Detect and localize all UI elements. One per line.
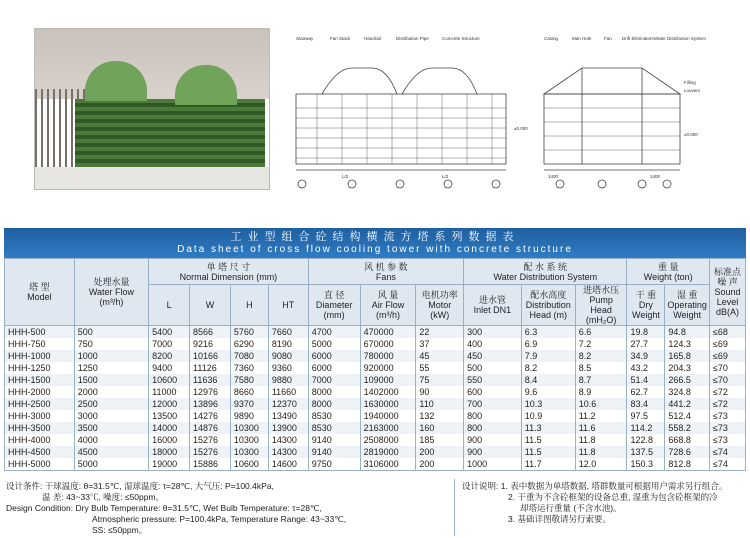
- table-cell: 300: [464, 326, 522, 339]
- table-cell: 9890: [230, 410, 268, 422]
- col-dim-h: H: [230, 285, 268, 326]
- table-cell: 400: [464, 338, 522, 350]
- table-cell: 11.6: [575, 422, 627, 434]
- table-cell: 450: [464, 350, 522, 362]
- table-cell: 8190: [268, 338, 308, 350]
- col-flow-header: 处理水量 Water Flow (m³/h): [74, 259, 148, 326]
- table-cell: 6.3: [521, 326, 575, 339]
- table-cell: 10166: [190, 350, 231, 362]
- table-cell: 8.2: [575, 350, 627, 362]
- table-cell: 6000: [308, 362, 360, 374]
- table-cell: 11126: [190, 362, 231, 374]
- col-weight-operating: 湿 重 Operating Weight: [665, 285, 710, 326]
- col-weight-dry: 干 重 Dry Weight: [627, 285, 665, 326]
- table-cell: 94.8: [665, 326, 710, 339]
- table-cell: 8530: [308, 410, 360, 422]
- table-cell: 8.5: [575, 362, 627, 374]
- table-row: [5, 446, 746, 458]
- table-cell: 109000: [360, 374, 416, 386]
- table-cell: ≤69: [709, 350, 745, 362]
- mark-zero-a: ±0.000: [514, 126, 528, 131]
- table-cell: HHH-3000: [5, 410, 75, 422]
- table-cell: ≤73: [709, 422, 745, 434]
- table-cell: 9880: [268, 374, 308, 386]
- table-cell: 132: [416, 410, 464, 422]
- label-handrail: Handrail: [364, 36, 381, 41]
- en-condition-line3: SS: ≤50ppm。: [92, 525, 148, 535]
- table-cell: 55: [416, 362, 464, 374]
- table-cell: 4500: [74, 446, 148, 458]
- table-cell: HHH-1500: [5, 374, 75, 386]
- table-cell: 16000: [149, 434, 190, 446]
- table-cell: 114.2: [627, 422, 665, 434]
- col-dim-l: L: [149, 285, 190, 326]
- table-cell: HHH-2500: [5, 398, 75, 410]
- table-cell: 204.3: [665, 362, 710, 374]
- col-weight-header: 重 量 Weight (ton): [627, 259, 709, 285]
- table-cell: ≤74: [709, 458, 745, 471]
- table-cell: HHH-3500: [5, 422, 75, 434]
- table-cell: 5760: [230, 326, 268, 339]
- table-cell: 7000: [149, 338, 190, 350]
- table-cell: 124.3: [665, 338, 710, 350]
- table-cell: 10.3: [521, 398, 575, 410]
- table-row: [5, 338, 746, 350]
- table-cell: 122.8: [627, 434, 665, 446]
- cn-condition-label: 设计条件:: [6, 481, 43, 491]
- table-cell: HHH-4000: [5, 434, 75, 446]
- table-cell: 19000: [149, 458, 190, 471]
- col-sound-header: 标准点 噪 声 Sound Level dB(A): [709, 259, 745, 326]
- label-man-hole: Man Hole: [572, 36, 592, 41]
- table-cell: 12.0: [575, 458, 627, 471]
- table-cell: 558.2: [665, 422, 710, 434]
- table-cell: 12370: [268, 398, 308, 410]
- table-cell: 4000: [74, 434, 148, 446]
- table-cell: 14000: [149, 422, 190, 434]
- table-cell: 7580: [230, 374, 268, 386]
- label-drift-eliminators: Drift Eliminators: [622, 36, 654, 41]
- col-model-header: 塔 型 Model: [5, 259, 75, 326]
- table-cell: 668.8: [665, 434, 710, 446]
- table-cell: 43.2: [627, 362, 665, 374]
- cooling-tower-photo: [34, 28, 270, 190]
- col-wds-distribution: 配水高度 Distribution Head (m): [521, 285, 575, 326]
- en-condition-label: Design Condition:: [6, 503, 74, 513]
- table-cell: 8200: [149, 350, 190, 362]
- col-fan-airflow: 风 量 Air Flow (m³/h): [360, 285, 416, 326]
- table-cell: 9080: [268, 350, 308, 362]
- table-row: [5, 458, 746, 471]
- table-cell: 7.9: [521, 350, 575, 362]
- table-cell: 9.6: [521, 386, 575, 398]
- sheet-title-cn: 工业型组合砼结构横流方塔系列数据表: [230, 231, 520, 243]
- table-cell: 11660: [268, 386, 308, 398]
- table-cell: 550: [464, 374, 522, 386]
- table-cell: 2163000: [360, 422, 416, 434]
- notes-divider: [454, 479, 455, 536]
- table-row: [5, 362, 746, 374]
- table-cell: 5000: [74, 458, 148, 471]
- label-concrete-structure: Concrete Structure: [442, 36, 480, 41]
- explanation-1: 1. 表中数据为单塔数据, 塔群数量可根据用户需求另行组合。: [500, 481, 728, 491]
- label-fan: Fan: [604, 36, 612, 41]
- table-cell: ≤74: [709, 446, 745, 458]
- table-cell: 15276: [190, 446, 231, 458]
- table-cell: 9400: [149, 362, 190, 374]
- table-cell: 1500: [74, 374, 148, 386]
- table-cell: ≤73: [709, 410, 745, 422]
- col-fan-motor: 电机功率 Motor (kW): [416, 285, 464, 326]
- col-fan-header: 风 机 参 数 Fans: [308, 259, 463, 285]
- design-notes: [4, 479, 746, 536]
- table-cell: 8566: [190, 326, 231, 339]
- table-cell: 6290: [230, 338, 268, 350]
- table-cell: 8.7: [575, 374, 627, 386]
- table-cell: 34.9: [627, 350, 665, 362]
- elevation-drawing: [282, 28, 746, 193]
- col-dim-w: W: [190, 285, 231, 326]
- table-cell: 10300: [230, 422, 268, 434]
- table-cell: 7080: [230, 350, 268, 362]
- table-cell: 13896: [190, 398, 231, 410]
- table-cell: 9216: [190, 338, 231, 350]
- mark-l2-a: L/2: [342, 174, 349, 179]
- table-cell: 27.7: [627, 338, 665, 350]
- table-cell: 14876: [190, 422, 231, 434]
- table-cell: 8530: [308, 422, 360, 434]
- table-cell: 780000: [360, 350, 416, 362]
- table-cell: 10.6: [575, 398, 627, 410]
- table-cell: 1000: [74, 350, 148, 362]
- col-wds-header: 配 水 系 统 Water Distribution System: [464, 259, 627, 285]
- table-cell: 3000: [74, 410, 148, 422]
- table-cell: 812.8: [665, 458, 710, 471]
- design-explanation: [462, 481, 742, 525]
- table-cell: 14276: [190, 410, 231, 422]
- table-cell: 11000: [149, 386, 190, 398]
- table-cell: 800: [464, 410, 522, 422]
- table-cell: 9370: [230, 398, 268, 410]
- table-cell: ≤69: [709, 338, 745, 350]
- table-cell: 6.9: [521, 338, 575, 350]
- table-cell: 4700: [308, 326, 360, 339]
- table-cell: 1250: [74, 362, 148, 374]
- table-cell: 800: [464, 422, 522, 434]
- table-cell: 9750: [308, 458, 360, 471]
- table-cell: 45: [416, 350, 464, 362]
- table-cell: 8000: [308, 398, 360, 410]
- table-cell: 51.4: [627, 374, 665, 386]
- table-cell: 10300: [230, 434, 268, 446]
- label-louvers: Louvers: [684, 88, 701, 93]
- col-dim-header: 单 塔 尺 寸 Normal Dimension (mm): [149, 259, 309, 285]
- table-cell: 441.2: [665, 398, 710, 410]
- table-cell: 8.9: [575, 386, 627, 398]
- explanation-2: 2. 干重为不含砼框架的设备总重, 湿重为包含砼框架的冷: [508, 492, 718, 502]
- table-cell: 14300: [268, 434, 308, 446]
- table-cell: 13490: [268, 410, 308, 422]
- table-cell: 11.5: [521, 446, 575, 458]
- table-cell: 900: [464, 446, 522, 458]
- sheet-title-bar: [4, 228, 746, 258]
- table-cell: 8000: [308, 386, 360, 398]
- col-wds-pump: 进塔水压 Pump Head (mH₂O): [575, 285, 627, 326]
- table-cell: ≤70: [709, 362, 745, 374]
- col-wds-inlet: 进水管 Inlet DN1: [464, 285, 522, 326]
- table-cell: 2000: [74, 386, 148, 398]
- table-cell: 7660: [268, 326, 308, 339]
- label-water-distribution: Water Distribution System: [654, 36, 706, 41]
- table-cell: 728.6: [665, 446, 710, 458]
- col-fan-diameter: 直 径 Diameter (mm): [308, 285, 360, 326]
- table-cell: 11636: [190, 374, 231, 386]
- table-cell: 11.5: [521, 434, 575, 446]
- table-cell: 600: [464, 386, 522, 398]
- label-filling: Filling: [684, 80, 696, 85]
- table-cell: 2508000: [360, 434, 416, 446]
- table-cell: 5000: [308, 338, 360, 350]
- table-cell: 15886: [190, 458, 231, 471]
- table-cell: 200: [416, 458, 464, 471]
- table-cell: 3500: [74, 422, 148, 434]
- table-cell: ≤72: [709, 398, 745, 410]
- table-cell: 10600: [230, 458, 268, 471]
- explanation-2b: 却塔运行重量 (不含水池)。: [520, 503, 622, 513]
- table-cell: 150.3: [627, 458, 665, 471]
- table-cell: 1402000: [360, 386, 416, 398]
- table-cell: 5400: [149, 326, 190, 339]
- table-cell: 97.5: [627, 410, 665, 422]
- mark-1400-a: 1400: [548, 174, 559, 179]
- label-fan-stack: Fan Stack: [330, 36, 351, 41]
- label-stairway: Stairway: [296, 36, 314, 41]
- table-cell: 8660: [230, 386, 268, 398]
- table-cell: 3106000: [360, 458, 416, 471]
- table-cell: 9140: [308, 446, 360, 458]
- table-cell: 7360: [230, 362, 268, 374]
- table-cell: 9140: [308, 434, 360, 446]
- data-table: [4, 258, 746, 471]
- table-cell: ≤70: [709, 374, 745, 386]
- table-cell: 900: [464, 434, 522, 446]
- table-cell: 11.8: [575, 446, 627, 458]
- table-cell: 8.4: [521, 374, 575, 386]
- table-cell: HHH-4500: [5, 446, 75, 458]
- col-dim-ht: HT: [268, 285, 308, 326]
- table-cell: HHH-1250: [5, 362, 75, 374]
- sheet-title-en: Data sheet of cross flow cooling tower with concrete structure: [177, 244, 573, 255]
- table-cell: 6000: [308, 350, 360, 362]
- table-cell: 7000: [308, 374, 360, 386]
- table-row: [5, 434, 746, 446]
- table-cell: 10300: [230, 446, 268, 458]
- table-cell: 512.4: [665, 410, 710, 422]
- table-cell: HHH-2000: [5, 386, 75, 398]
- table-cell: 670000: [360, 338, 416, 350]
- table-cell: 200: [416, 446, 464, 458]
- table-row: [5, 398, 746, 410]
- table-cell: ≤73: [709, 434, 745, 446]
- data-table-body: [5, 326, 746, 471]
- table-cell: 62.7: [627, 386, 665, 398]
- table-row: [5, 422, 746, 434]
- table-cell: 37: [416, 338, 464, 350]
- mark-l2-b: L/2: [442, 174, 449, 179]
- table-cell: 12976: [190, 386, 231, 398]
- table-cell: 266.5: [665, 374, 710, 386]
- table-cell: 324.8: [665, 386, 710, 398]
- table-cell: HHH-750: [5, 338, 75, 350]
- table-row: [5, 350, 746, 362]
- table-cell: 6.6: [575, 326, 627, 339]
- table-cell: 15276: [190, 434, 231, 446]
- table-cell: HHH-1000: [5, 350, 75, 362]
- table-cell: HHH-500: [5, 326, 75, 339]
- table-cell: ≤68: [709, 326, 745, 339]
- explanation-3: 3. 基础详图敬请另行索要。: [508, 514, 611, 524]
- table-cell: 160: [416, 422, 464, 434]
- table-cell: 14600: [268, 458, 308, 471]
- table-cell: 18000: [149, 446, 190, 458]
- table-cell: 14300: [268, 446, 308, 458]
- table-cell: 9360: [268, 362, 308, 374]
- en-condition-line1: Dry Bulb Temperature: θ=31.5℃, Wet Bulb Temperature: τ=28℃,: [75, 503, 322, 513]
- table-cell: 1630000: [360, 398, 416, 410]
- table-cell: 1940000: [360, 410, 416, 422]
- table-cell: 470000: [360, 326, 416, 339]
- label-distribution-pipe: Distribution Pipe: [396, 36, 429, 41]
- design-condition: [6, 481, 446, 536]
- table-cell: 75: [416, 374, 464, 386]
- table-cell: 1000: [464, 458, 522, 471]
- mark-zero-b: ±0.000: [684, 132, 698, 137]
- table-cell: 7.2: [575, 338, 627, 350]
- data-sheet: [4, 228, 746, 536]
- table-cell: 500: [74, 326, 148, 339]
- table-cell: 185: [416, 434, 464, 446]
- table-cell: 110: [416, 398, 464, 410]
- table-cell: 700: [464, 398, 522, 410]
- mark-1400-b: 1400: [650, 174, 661, 179]
- cn-condition-line1: 干球温度: θ=31.5℃, 湿球温度: τ=28℃, 大气压: P=100.4kPa,: [44, 481, 274, 491]
- table-cell: 137.5: [627, 446, 665, 458]
- table-cell: 11.2: [575, 410, 627, 422]
- table-row: [5, 410, 746, 422]
- table-cell: 2500: [74, 398, 148, 410]
- table-row: [5, 326, 746, 339]
- table-cell: 13900: [268, 422, 308, 434]
- table-cell: 12000: [149, 398, 190, 410]
- table-cell: 90: [416, 386, 464, 398]
- table-row: [5, 374, 746, 386]
- explanation-label: 设计说明:: [462, 481, 499, 491]
- table-cell: 11.7: [521, 458, 575, 471]
- table-cell: 11.8: [575, 434, 627, 446]
- table-cell: 83.4: [627, 398, 665, 410]
- table-cell: ≤72: [709, 386, 745, 398]
- table-cell: 11.3: [521, 422, 575, 434]
- table-cell: 500: [464, 362, 522, 374]
- table-cell: 22: [416, 326, 464, 339]
- cn-condition-line2: 温 差: 43~33℃, 噪度: ≤50ppm。: [42, 492, 165, 502]
- table-row: [5, 386, 746, 398]
- table-cell: 10600: [149, 374, 190, 386]
- en-condition-line2: Atmospheric pressure: P=100.4kPa, Temperature Range: 43~33℃,: [92, 514, 347, 524]
- table-cell: 750: [74, 338, 148, 350]
- table-cell: 19.8: [627, 326, 665, 339]
- table-cell: 165.8: [665, 350, 710, 362]
- table-cell: 13500: [149, 410, 190, 422]
- label-casing: Casing: [544, 36, 559, 41]
- table-cell: 2819000: [360, 446, 416, 458]
- table-cell: 920000: [360, 362, 416, 374]
- table-cell: 8.2: [521, 362, 575, 374]
- table-cell: 10.9: [521, 410, 575, 422]
- table-cell: HHH-5000: [5, 458, 75, 471]
